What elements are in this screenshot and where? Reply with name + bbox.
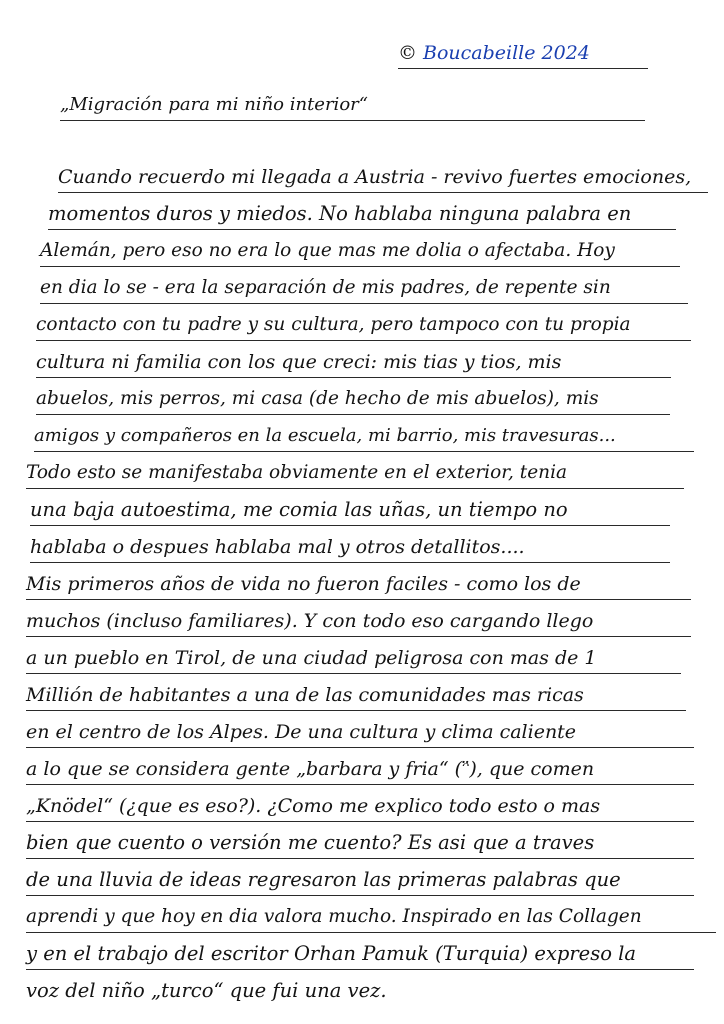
author-signature: Boucabeille 2024 — [423, 42, 590, 64]
text-line: de una lluvia de ideas regresaron las primeras palabras que — [26, 865, 694, 896]
text-line: contacto con tu padre y su cultura, pero tampoco con tu propia — [36, 310, 691, 341]
text-line: cultura ni familia con los que creci: mis tias y tios, mis — [36, 347, 671, 378]
text-line: bien que cuento o versión me cuento? Es asi que a traves — [26, 828, 694, 859]
text-line: „Knödel“ (¿que es eso?). ¿Como me explico todo esto o mas — [26, 791, 694, 822]
copyright-symbol: © — [398, 42, 417, 64]
text-line: aprendi y que hoy en dia valora mucho. Inspirado en las Collagen — [26, 902, 716, 933]
text-line: momentos duros y miedos. No hablaba ninguna palabra en — [48, 199, 676, 230]
text-line: voz del niño „turco“ que fui una vez. — [26, 979, 387, 1002]
text-line: a un pueblo en Tirol, de una ciudad peligrosa con mas de 1 — [26, 643, 681, 674]
copyright-line — [398, 38, 648, 69]
text-line: en dia lo se - era la separación de mis padres, de repente sin — [40, 273, 688, 304]
text-line: Cuando recuerdo mi llegada a Austria - revivo fuertes emociones, — [58, 162, 708, 193]
text-line: hablaba o despues hablaba mal y otros detallitos.... — [30, 532, 670, 563]
text-line: y en el trabajo del escritor Orhan Pamuk (Turquia) expreso la — [26, 939, 694, 970]
text-line: Millión de habitantes a una de las comunidades mas ricas — [26, 680, 686, 711]
document-title: „Migración para mi niño interior“ — [60, 90, 645, 121]
text-line: en el centro de los Alpes. De una cultura y clima caliente — [26, 717, 694, 748]
text-line: Alemán, pero eso no era lo que mas me dolia o afectaba. Hoy — [40, 236, 680, 267]
text-line: abuelos, mis perros, mi casa (de hecho de mis abuelos), mis — [36, 384, 670, 415]
text-line: Todo esto se manifestaba obviamente en el exterior, tenia — [26, 458, 684, 489]
text-line: Mis primeros años de vida no fueron faciles - como los de — [26, 569, 691, 600]
text-line: una baja autoestima, me comia las uñas, un tiempo no — [30, 495, 670, 526]
text-line: amigos y compañeros en la escuela, mi barrio, mis travesuras... — [34, 421, 694, 452]
text-line: muchos (incluso familiares). Y con todo eso cargando llego — [26, 606, 691, 637]
text-line: a lo que se considera gente „barbara y fria“ (ᵔ̈), que comen — [26, 754, 694, 785]
